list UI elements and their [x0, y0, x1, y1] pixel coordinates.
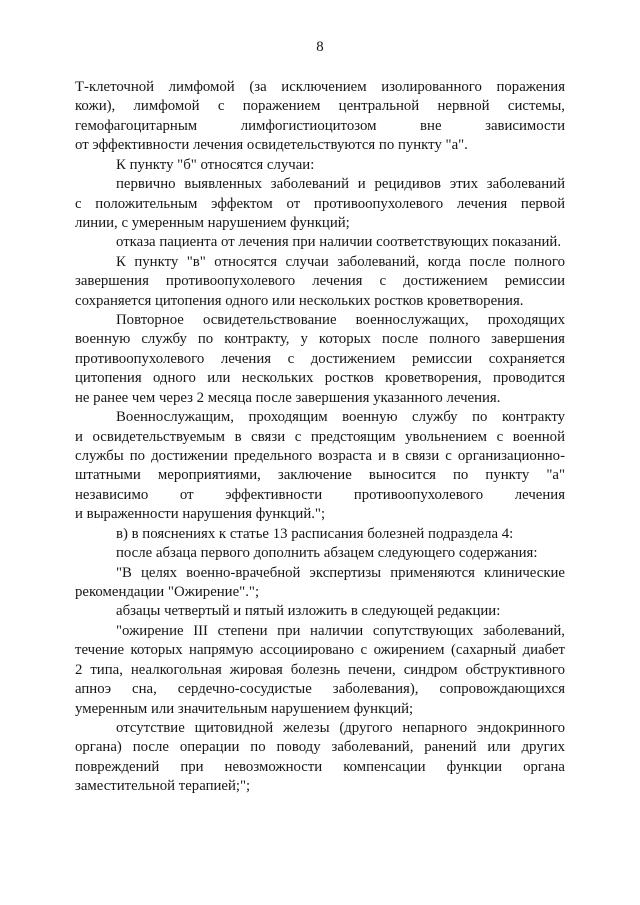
text-line: не ранее чем через 2 месяца после завершения указанного лечения.	[75, 389, 501, 406]
paragraph-thyroid-absence	[75, 719, 565, 797]
paragraph-contract-servicemen	[75, 408, 565, 525]
text-line: К пункту "в" относятся случаи заболеваний, когда после полного	[116, 253, 565, 270]
paragraph-obesity-guidelines	[75, 564, 565, 603]
text-line: штатными мероприятиями, заключение выносится по пункту "а"	[75, 467, 565, 484]
text-line: линии, с умеренным нарушением функций;	[75, 214, 350, 231]
page-number: 8	[316, 39, 324, 55]
paragraph-clause-b-item-1	[75, 175, 565, 233]
text-line: заместительной терапией;";	[75, 778, 251, 795]
text-line: независимо от эффективности противоопухолевого лечения	[75, 486, 565, 503]
text-line: отказа пациента от лечения при наличии соответствующих показаний.	[116, 234, 562, 251]
paragraph-clause-b-item-2	[75, 233, 565, 252]
text-line: и освидетельствуемым в связи с предстоящим увольнением с военной	[75, 428, 565, 445]
text-line: сохраняется цитопения одного или нескольких ростков кроветворения.	[75, 292, 524, 309]
text-line: в) в пояснениях к статье 13 расписания болезней подраздела 4:	[116, 525, 514, 542]
paragraph-clause-v	[75, 253, 565, 311]
text-line: с положительным эффектом от противоопухолевого лечения первой	[75, 195, 565, 212]
paragraph-obesity-grade-3	[75, 622, 565, 719]
text-line: Военнослужащим, проходящим военную службу по контракту	[116, 409, 565, 426]
text-line: завершения противоопухолевого лечения с достижением ремиссии	[75, 273, 565, 290]
text-line: Повторное освидетельствование военнослужащих, проходящих	[116, 312, 565, 329]
text-line: отсутствие щитовидной железы (другого непарного эндокринного	[116, 719, 565, 736]
text-line: первично выявленных заболеваний и рецидивов этих заболеваний	[116, 176, 565, 193]
paragraph-reexamination	[75, 311, 565, 408]
text-line: течение которых напрямую ассоциировано с ожирением (сахарный диабет	[75, 642, 565, 659]
document-body	[75, 78, 565, 797]
text-line: после абзаца первого дополнить абзацем следующего содержания:	[116, 545, 538, 562]
text-line: гемофагоцитарным лимфогистиоцитозом вне зависимости	[75, 117, 565, 134]
text-line: рекомендации "Ожирение".";	[75, 583, 260, 600]
text-line: военную службу по контракту, у которых после полного завершения	[75, 331, 565, 348]
text-line: Т-клеточной лимфомой (за исключением изолированного поражения	[75, 79, 565, 95]
text-line: апноэ сна, сердечно-сосудистые заболевания), сопровождающихся	[75, 681, 565, 698]
text-line: умеренным или значительным нарушением функций;	[75, 700, 414, 717]
text-line: "ожирение III степени при наличии сопутствующих заболеваний,	[116, 622, 565, 639]
paragraph-new-wording	[75, 602, 565, 621]
text-line: 2 типа, неалкогольная жировая болезнь печени, синдром обструктивного	[75, 661, 565, 678]
text-line: кожи), лимфомой с поражением центральной нервной системы,	[75, 98, 565, 115]
text-line: противоопухолевого лечения с достижением ремиссии сохраняется	[75, 350, 565, 367]
text-line: "В целях военно-врачебной экспертизы применяются клинические	[116, 564, 565, 581]
text-line: абзацы четвертый и пятый изложить в следующей редакции:	[116, 603, 501, 620]
paragraph-add-abzats	[75, 544, 565, 563]
text-line: от эффективности лечения освидетельствуются по пункту "а".	[75, 137, 468, 154]
text-line: службы по достижении предельного возраста и в связи с организационно-	[75, 448, 565, 465]
paragraph-continuation	[75, 78, 565, 156]
paragraph-clause-b-intro	[75, 156, 565, 175]
paragraph-item-v	[75, 525, 565, 544]
text-line: органа) после операции по поводу заболеваний, ранений или других	[75, 739, 565, 756]
text-line: повреждений при невозможности компенсации функции органа	[75, 758, 565, 775]
text-line: и выраженности нарушения функций.";	[75, 506, 326, 523]
text-line: К пункту "б" относятся случаи:	[116, 156, 315, 173]
text-line: цитопения одного или нескольких ростков кроветворения, проводится	[75, 370, 565, 387]
